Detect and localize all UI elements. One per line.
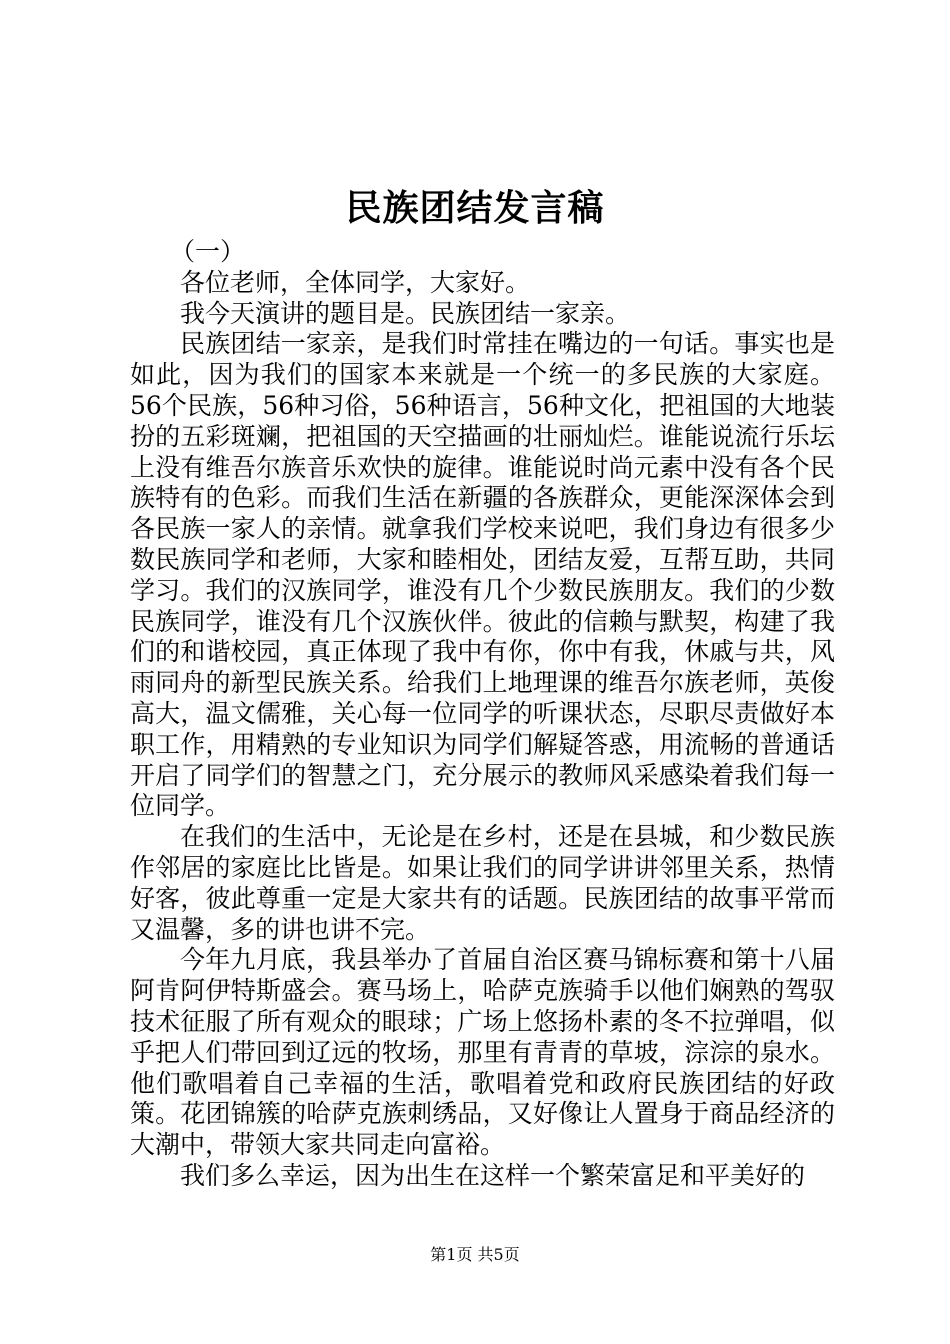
paragraph-body-1: 民族团结一家亲，是我们时常挂在嘴边的一句话。事实也是如此，因为我们的国家本来就是一个统一的多民族的大家庭。56个民族，56种习俗，56种语言，56种文化，把祖国的大地装扮的五彩斑斓，把祖国的天空描画的壮丽灿烂。谁能说流行乐坛上没有维吾尔族音乐欢快的旋律。谁能说时尚元素中没有各个民族特有的色彩。而我们生活在新疆的各族群众，更能深深体会到各民族一家人的亲情。就拿我们学校来说吧，我们身边有很多少数民族同学和老师，大家和睦相处，团结友爱，互帮互助，共同学习。我们的汉族同学，谁没有几个少数民族朋友。我们的少数民族同学，谁没有几个汉族伙伴。彼此的信赖与默契，构建了我们的和谐校园，真正体现了我中有你，你中有我，休戚与共，风雨同舟的新型民族关系。给我们上地理课的维吾尔族老师，英俊高大，温文儒雅，关心每一位同学的听课状态，尽职尽责做好本职工作，用精熟的专业知识为同学们解疑答惑，用流畅的普通话开启了同学们的智慧之门，充分展示的教师风采感染着我们每一位同学。	[130, 329, 835, 821]
paragraph-topic: 我今天演讲的题目是。民族团结一家亲。	[180, 298, 631, 328]
page-footer: 第1页 共5页	[430, 1245, 520, 1264]
document-body	[130, 237, 835, 1192]
paragraph-body-4: 我们多么幸运，因为出生在这样一个繁荣富足和平美好的	[180, 1160, 806, 1190]
paragraph-greeting: 各位老师，全体同学，大家好。	[180, 267, 531, 297]
paragraph-body-3: 今年九月底，我县举办了首届自治区赛马锦标赛和第十八届阿肯阿伊特斯盛会。赛马场上，哈萨克族骑手以他们娴熟的驾驭技术征服了所有观众的眼球；广场上悠扬朴素的冬不拉弹唱，似乎把人们带回到辽远的牧场，那里有青青的草坡，淙淙的泉水。他们歌唱着自己幸福的生活，歌唱着党和政府民族团结的好政策。花团锦簇的哈萨克族刺绣品，又好像让人置身于商品经济的大潮中，带领大家共同走向富裕。	[130, 945, 835, 1160]
paragraph-body-2: 在我们的生活中，无论是在乡村，还是在县城，和少数民族作邻居的家庭比比皆是。如果让我们的同学讲讲邻里关系，热情好客，彼此尊重一定是大家共有的话题。民族团结的故事平常而又温馨，多的讲也讲不完。	[130, 822, 835, 944]
document-title: 民族团结发言稿	[345, 187, 605, 229]
section-marker: （一）	[170, 237, 246, 266]
